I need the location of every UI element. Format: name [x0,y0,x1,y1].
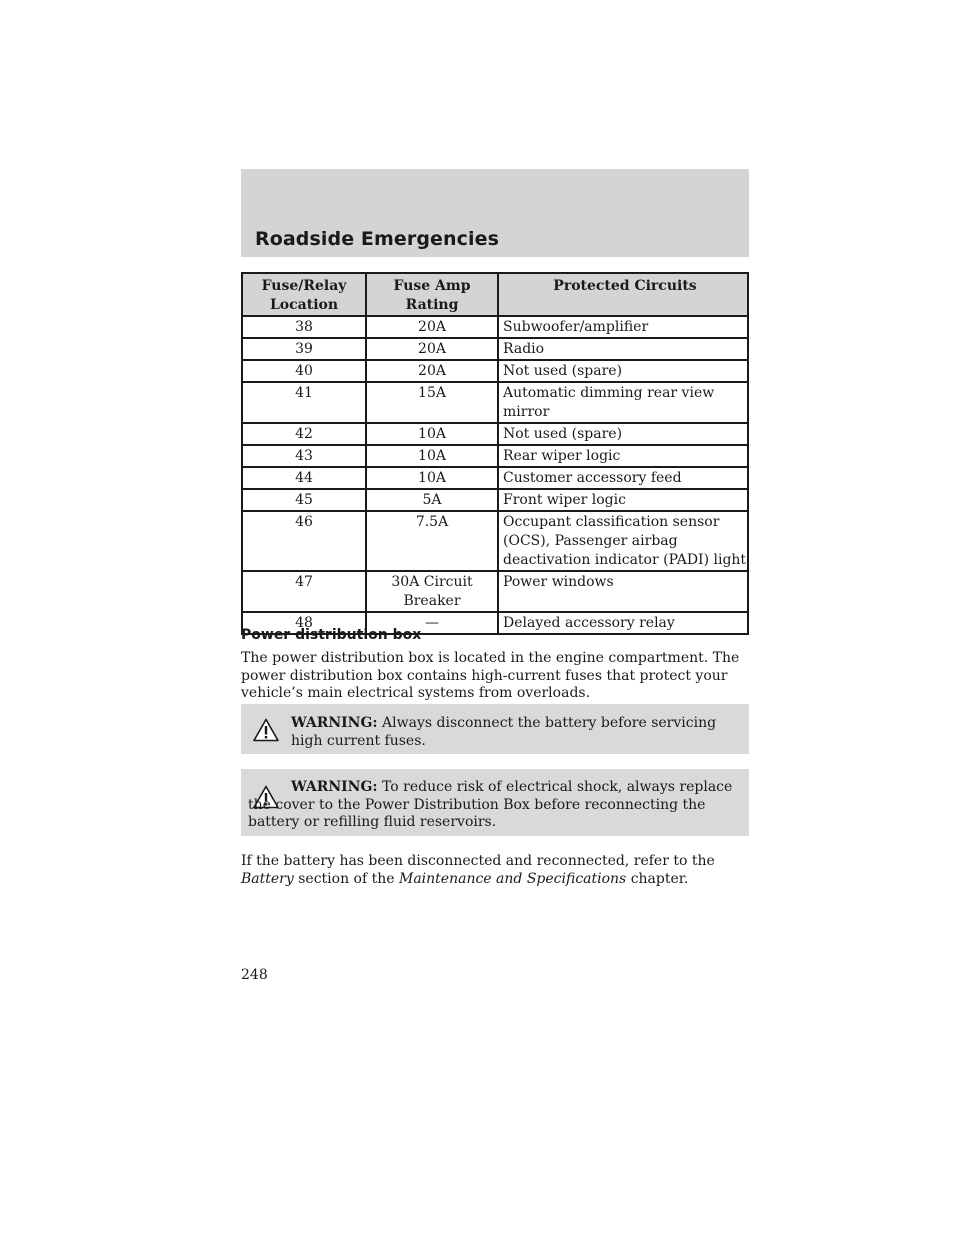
fuse-location: 39 [242,338,366,360]
warning-box-1 [241,704,749,754]
fuse-rating: 15A [366,382,498,423]
column-header-rating: Fuse Amp Rating [366,273,498,316]
closing-text-pre: If the battery has been disconnected and reconnected, refer to the [241,853,715,869]
warning-box-2 [241,769,749,836]
fuse-rating: 7.5A [366,511,498,571]
page-number: 248 [241,967,268,983]
warning-text-2 [248,779,742,832]
fuse-circuits: Occupant classification sensor (OCS), Passenger airbag deactivation indicator (PADI) light [498,511,748,571]
warning-body: Always disconnect the battery before servicing high current fuses. [291,715,717,749]
fuse-location: 41 [242,382,366,423]
table-row [242,511,748,571]
warning-text-1 [291,715,743,750]
warning-triangle-icon [253,718,279,742]
intro-paragraph: The power distribution box is located in the engine compartment. The power distribution box contains high-current fuses that protect your vehicle’s main electrical systems from overloads. [241,650,740,701]
chapter-title: Roadside Emergencies [255,228,500,250]
fuse-location: 47 [242,571,366,612]
fuse-location: 45 [242,489,366,511]
warning-body: To reduce risk of electrical shock, always replace the cover to the Power Distribution Box before reconnecting the battery or refilling fluid reservoirs. [248,779,733,830]
section-heading: Power distribution box [241,627,422,643]
fuse-circuits: Not used (spare) [498,423,748,445]
table-row [242,571,748,612]
fuse-location: 38 [242,316,366,338]
column-header-circuits: Protected Circuits [498,273,748,316]
fuse-location: 43 [242,445,366,467]
fuse-circuits: Radio [498,338,748,360]
closing-text-post: chapter. [630,870,689,887]
column-header-location: Fuse/Relay Location [242,273,366,316]
table-row [242,467,748,489]
fuse-circuits: Power windows [498,571,748,612]
fuse-rating: 20A [366,360,498,382]
fuse-rating: 10A [366,445,498,467]
fuse-circuits: Front wiper logic [498,489,748,511]
table-row [242,423,748,445]
fuse-rating: 10A [366,423,498,445]
fuse-location: 48 [242,612,366,634]
table-header-row [242,273,748,316]
table-row [242,360,748,382]
fuse-rating: 20A [366,338,498,360]
chapter-reference: Maintenance and Specifications [399,870,627,887]
table-row [242,316,748,338]
fuse-location: 44 [242,467,366,489]
warning-label: WARNING: [291,779,378,795]
fuse-circuits: Subwoofer/amplifier [498,316,748,338]
fuse-location: 42 [242,423,366,445]
fuse-location: 40 [242,360,366,382]
fuse-circuits: Rear wiper logic [498,445,748,467]
table-row [242,489,748,511]
fuse-rating: 20A [366,316,498,338]
fuse-rating: 30A Circuit Breaker [366,571,498,612]
table-row [242,445,748,467]
fuse-circuits: Customer accessory feed [498,467,748,489]
battery-reference: Battery [241,870,294,887]
fuse-circuits: Automatic dimming rear view mirror [498,382,748,423]
fuse-table [241,272,749,635]
fuse-circuits: Delayed accessory relay [498,612,748,634]
fuse-rating: 10A [366,467,498,489]
closing-text-mid: section of the [298,870,395,887]
warning-label: WARNING: [291,715,378,731]
fuse-rating: 5A [366,489,498,511]
table-row [242,338,748,360]
closing-paragraph [241,853,751,888]
fuse-location: 46 [242,511,366,571]
fuse-circuits: Not used (spare) [498,360,748,382]
fuse-rating: — [366,612,498,634]
table-row [242,382,748,423]
